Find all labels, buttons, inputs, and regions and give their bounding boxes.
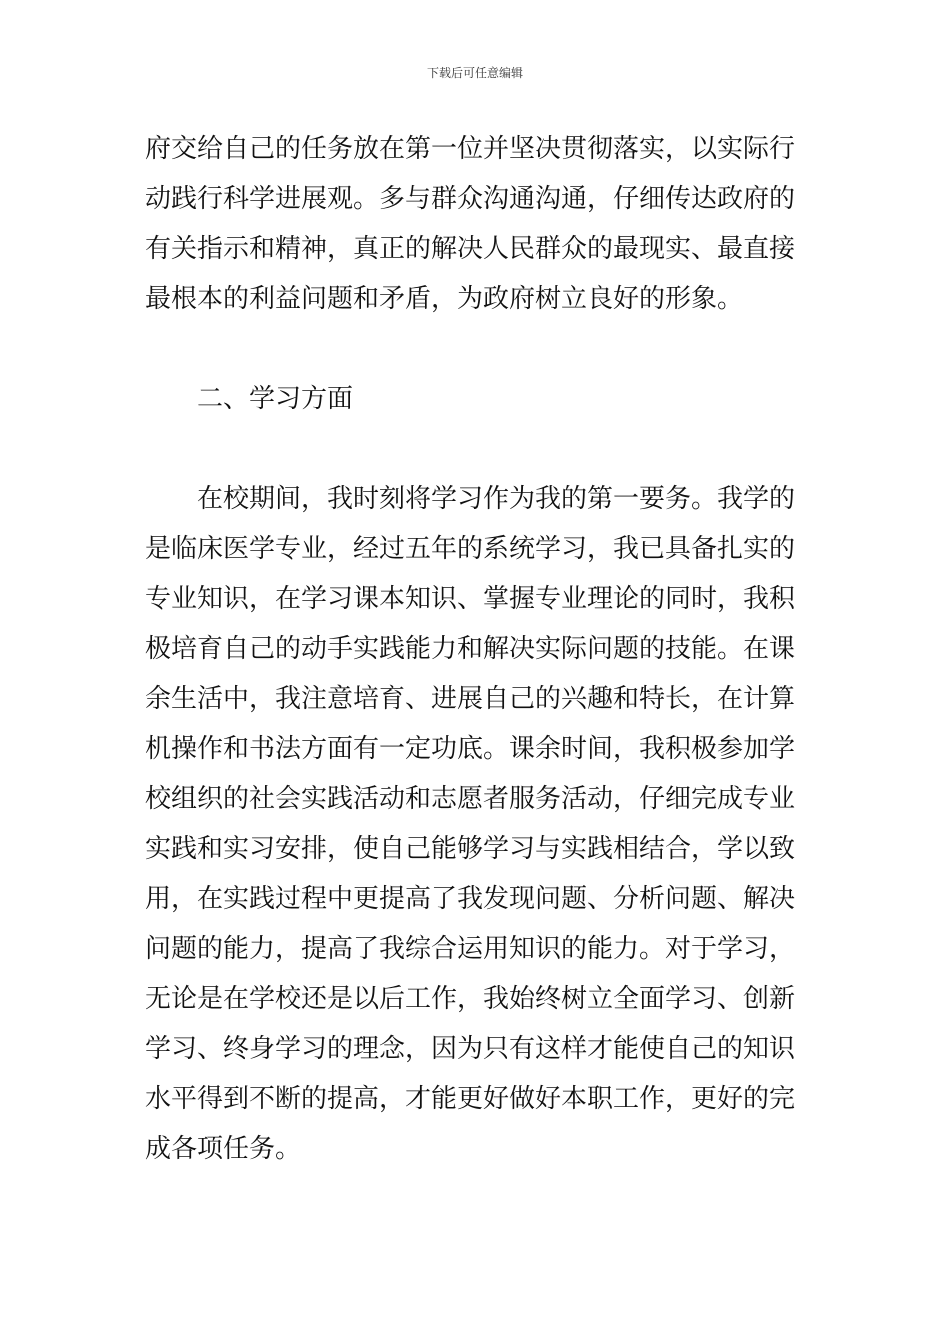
text-line: 专业知识，在学习课本知识、掌握专业理论的同时，我积 [145,584,796,614]
text-line: 问题的能力，提高了我综合运用知识的能力。对于学习， [145,934,796,964]
document-body [145,124,809,1174]
text-line: 无论是在学校还是以后工作，我始终树立全面学习、创新 [145,984,796,1014]
paragraph-gap [145,324,809,374]
text-line: 是临床医学专业，经过五年的系统学习，我已具备扎实的 [145,534,796,564]
text-line: 动践行科学进展观。多与群众沟通沟通，仔细传达政府的 [145,184,796,214]
text-line: 机操作和书法方面有一定功底。课余时间，我积极参加学 [145,734,796,764]
paragraph-gap [145,424,809,474]
text-line: 水平得到不断的提高，才能更好做好本职工作，更好的完 [145,1084,796,1114]
text-line: 最根本的利益问题和矛盾，为政府树立良好的形象。 [145,284,744,314]
section-heading: 二、学习方面 [197,384,354,414]
text-line: 余生活中，我注意培育、进展自己的兴趣和特长，在计算 [145,684,796,714]
text-line: 实践和实习安排，使自己能够学习与实践相结合，学以致 [145,834,796,864]
page-header: 下载后可任意编辑 [426,66,523,80]
text-line: 在校期间，我时刻将学习作为我的第一要务。我学的 [197,484,796,514]
text-line: 府交给自己的任务放在第一位并坚决贯彻落实，以实际行 [145,134,796,164]
paragraph-1 [145,124,809,324]
paragraph-2 [145,474,809,1174]
text-line: 学习、终身学习的理念，因为只有这样才能使自己的知识 [145,1034,796,1064]
text-line: 校组织的社会实践活动和志愿者服务活动，仔细完成专业 [145,784,796,814]
text-line: 极培育自己的动手实践能力和解决实际问题的技能。在课 [145,634,796,664]
text-line: 成各项任务。 [145,1134,302,1164]
text-line: 有关指示和精神，真正的解决人民群众的最现实、最直接 [145,234,796,264]
text-line: 用，在实践过程中更提高了我发现问题、分析问题、解决 [145,884,796,914]
